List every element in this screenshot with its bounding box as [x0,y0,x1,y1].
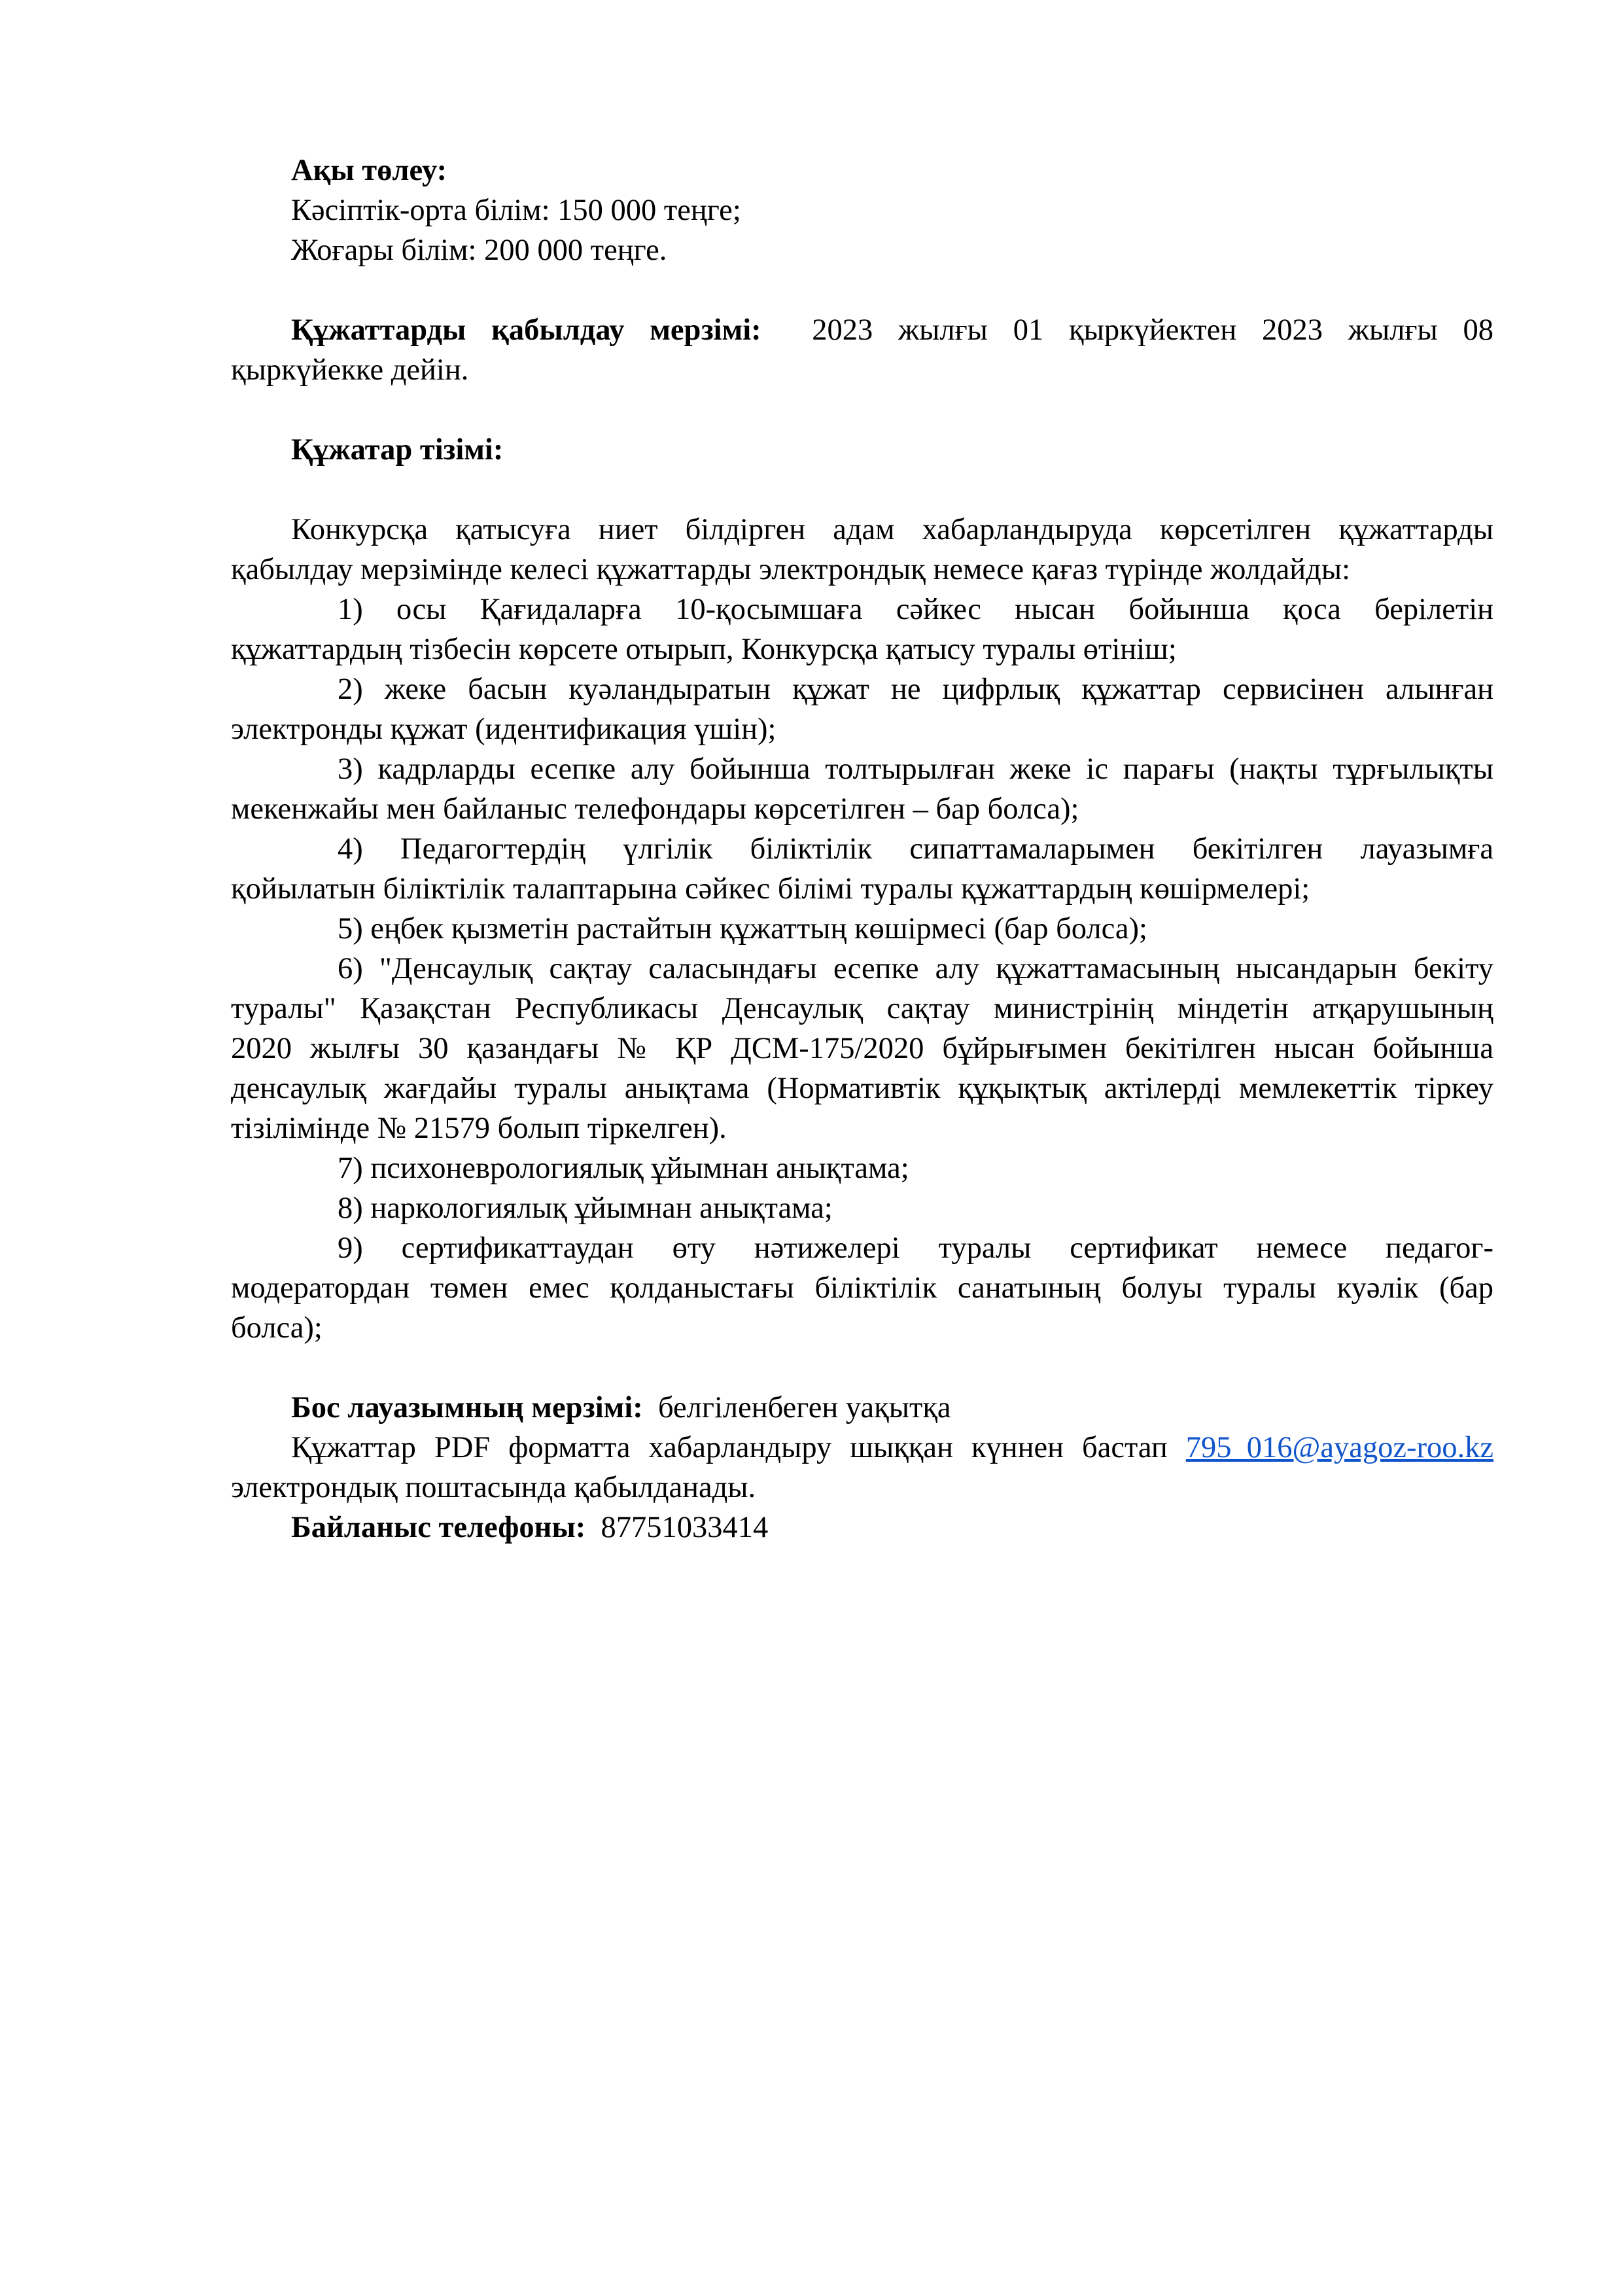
list-item-8-line1: 8) наркологиялық ұйымнан анықтама; [338,1192,833,1225]
list-item-6-line3: 2020 жылғы 30 қазандағы № ҚР ДСМ-175/2020 бұйрығымен бекітілген нысан бойынша [231,1032,1493,1065]
list-item-9-line3: болса); [231,1311,323,1345]
list-item-5-line1: 5) еңбек қызметін растайтын құжаттың көшірмесі (бар болса); [338,912,1147,945]
submission-text: Құжаттар PDF форматта хабарландыру шыққан күннен бастап [291,1431,1168,1464]
payment-heading: Ақы төлеу: [291,154,447,187]
payment-vocational: Кәсіптік-орта білім: 150 000 теңге; [291,194,741,227]
list-item-7-line1: 7) психоневрологиялық ұйымнан анықтама; [338,1152,909,1185]
list-item-9-line2: модератордан төмен емес қолданыстағы біліктілік санатының болуы туралы куәлік (бар [231,1271,1493,1305]
submission-line2: электрондық поштасында қабылданады. [231,1471,756,1504]
acceptance-value-line1: 2023 жылғы 01 қыркүйектен 2023 жылғы 08 [812,313,1493,347]
list-item-2-line1: 2) жеке басын куәландыратын құжат не цифрлық құжаттар сервисінен алынған [338,673,1493,706]
payment-higher: Жоғары білім: 200 000 теңге. [291,234,667,267]
documents-intro-line1: Конкурсқа қатысуға ниет білдірген адам хабарландыруда көрсетілген құжаттарды [291,513,1493,546]
vacancy-value: белгіленбеген уақытқа [657,1391,951,1424]
contact-label: Байланыс телефоны: [291,1511,586,1544]
list-item-6-line4: денсаулық жағдайы туралы анықтама (Нормативтік құқықтық актілерді мемлекеттік тіркеу [231,1072,1493,1105]
list-item-6-line5: тізілімінде № 21579 болып тіркелген). [231,1112,727,1145]
acceptance-value-line2: қыркүйекке дейін. [231,353,469,387]
contact-phone [231,1508,1493,1547]
list-item-9-line1: 9) сертификаттаудан өту нәтижелері туралы сертификат немесе педагог- [338,1231,1493,1265]
list-item-1-line1: 1) осы Қағидаларға 10-қосымшаға сәйкес нысан бойынша қоса берілетін [338,593,1493,626]
list-item-1-line2: құжаттардың тізбесін көрсете отырып, Конкурсқа қатысу туралы өтініш; [231,633,1177,666]
acceptance-period [231,310,1493,350]
document-page [231,150,1493,1547]
email-link[interactable]: 795_016@ayagoz-roo.kz [1185,1431,1493,1464]
list-item-3-line1: 3) кадрларды есепке алу бойынша толтырылған жеке іс парағы (нақты тұрғылықты [338,752,1493,786]
list-item-6-line1: 6) "Денсаулық сақтау саласындағы есепке алу құжаттамасының нысандарын бекіту [338,952,1493,985]
submission-line1 [231,1428,1493,1468]
list-item-4-line1: 4) Педагогтердің үлгілік біліктілік сипаттамаларымен бекітілген лауазымға [338,832,1493,866]
list-item-6-line2: туралы" Қазақстан Республикасы Денсаулық сақтау министрінің міндетін атқарушының [231,992,1493,1025]
vacancy-term [231,1388,1493,1428]
list-item-2-line2: электронды құжат (идентификация үшін); [231,713,777,746]
vacancy-label: Бос лауазымның мерзімі: [291,1391,643,1424]
list-item-3-line2: мекенжайы мен байланыс телефондары көрсетілген – бар болса); [231,792,1079,826]
acceptance-label: Құжаттарды қабылдау мерзімі: [291,313,761,347]
documents-intro-line2: қабылдау мерзімінде келесі құжаттарды электрондық немесе қағаз түрінде жолдайды: [231,553,1350,586]
documents-heading: Құжатар тізімі: [291,433,504,467]
contact-value: 87751033414 [601,1511,769,1544]
list-item-4-line2: қойылатын біліктілік талаптарына сәйкес білімі туралы құжаттардың көшірмелері; [231,872,1310,906]
